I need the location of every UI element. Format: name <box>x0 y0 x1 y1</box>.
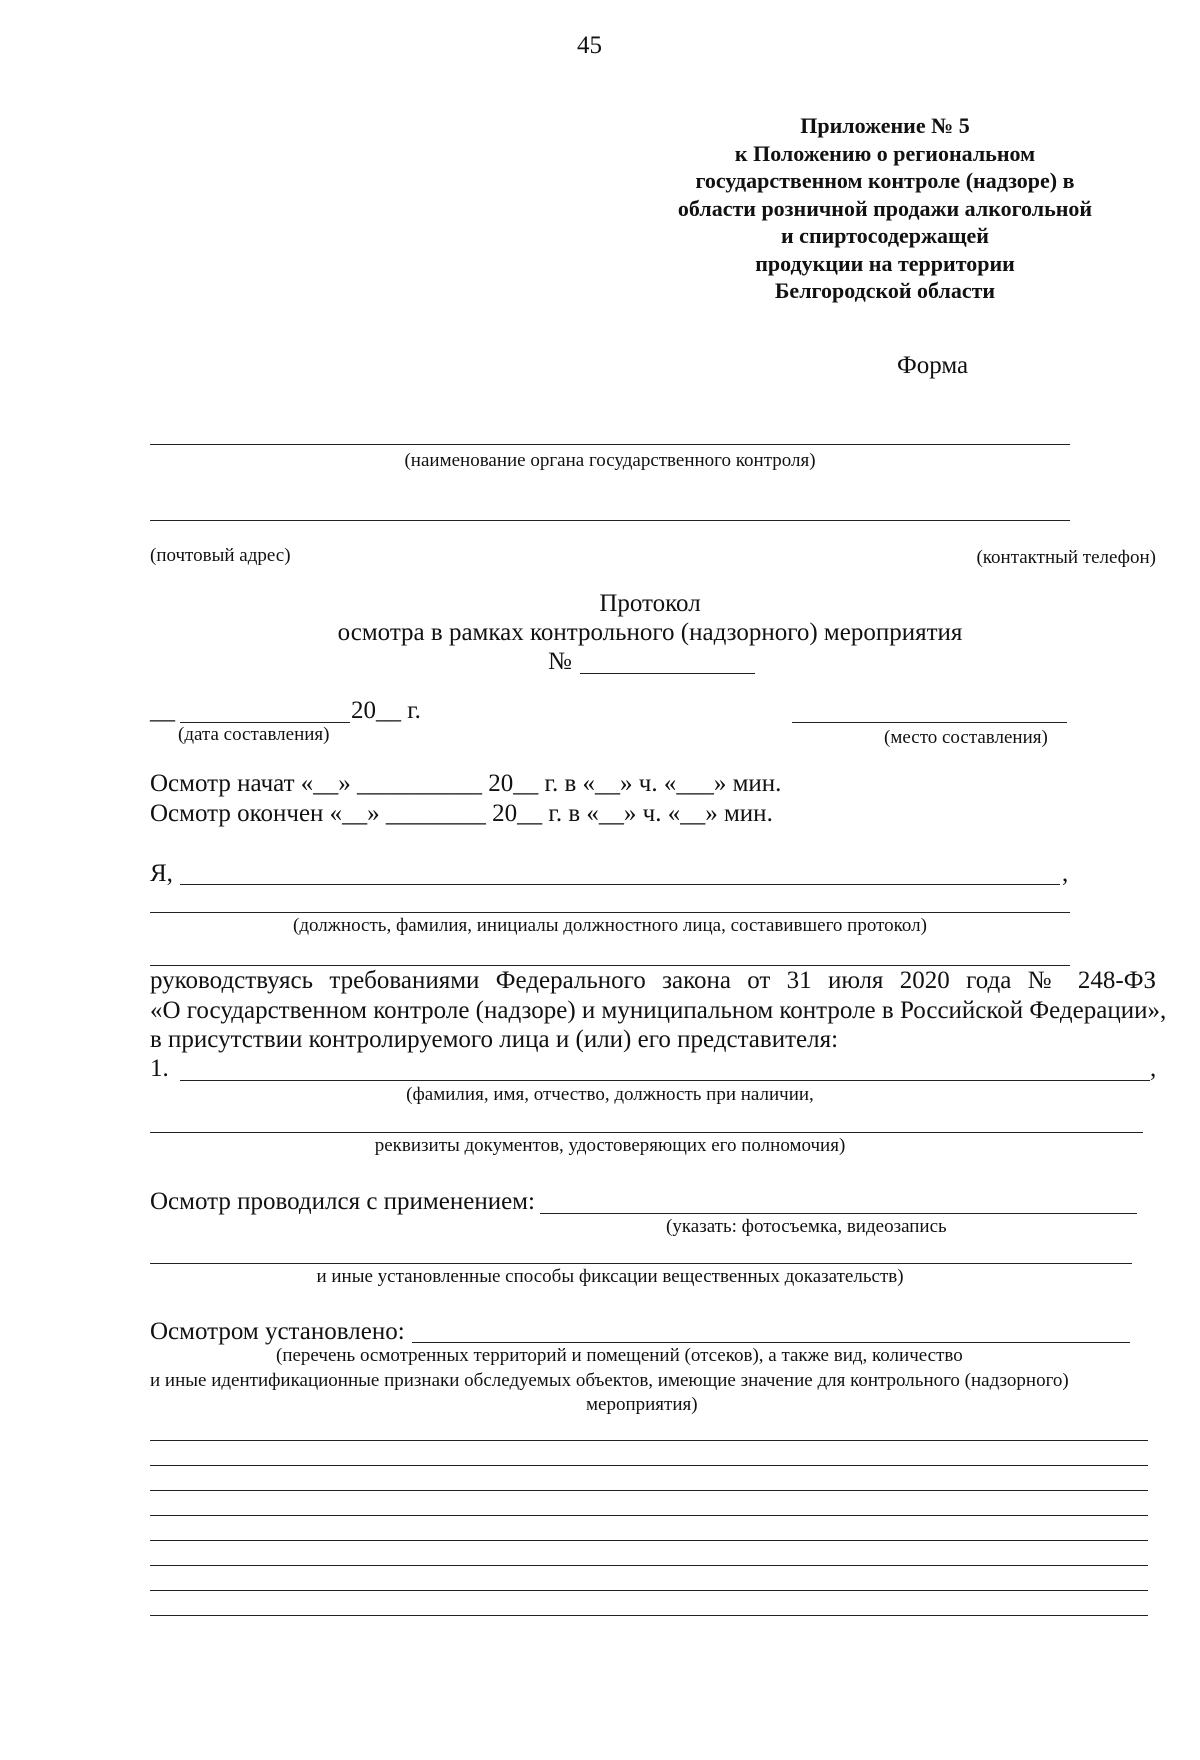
means-line-1[interactable] <box>540 1213 1137 1214</box>
protocol-number-line[interactable] <box>580 673 755 674</box>
appendix-line: Белгородской области <box>774 278 996 303</box>
official-line-1[interactable] <box>180 884 1060 885</box>
official-line-2[interactable] <box>150 912 1070 913</box>
means-label: Осмотр проводился с применением: <box>150 1188 535 1215</box>
official-caption: (должность, фамилия, инициалы должностного лица, составившего протокол) <box>293 915 927 936</box>
person-line-1[interactable] <box>180 1080 1150 1081</box>
official-line-3[interactable] <box>150 965 1070 966</box>
protocol-subtitle: осмотра в рамках контрольного (надзорного) мероприятия <box>337 619 963 646</box>
body-line-1: руководствуясь требованиями Федерального закона от 31 июля 2020 года № 248-ФЗ <box>150 967 1156 994</box>
findings-label: Осмотром установлено: <box>150 1318 405 1345</box>
findings-blank-line[interactable] <box>150 1465 1148 1466</box>
inspection-end: Осмотр окончен «__» ________ 20__ г. в «__» ч. «__» мин. <box>150 800 773 827</box>
address-phone-line[interactable] <box>150 520 1070 521</box>
body-line-3: в присутствии контролируемого лица и (или) его представителя: <box>150 1026 839 1053</box>
means-caption-2: и иные установленные способы фиксации вещественных доказательств) <box>316 1266 904 1287</box>
person-caption-1: (фамилия, имя, отчество, должность при наличии, <box>406 1084 814 1105</box>
authority-line[interactable] <box>150 444 1070 445</box>
date-caption: (дата составления) <box>178 724 330 745</box>
page-number: 45 <box>577 32 602 59</box>
phone-caption: (контактный телефон) <box>976 547 1156 568</box>
protocol-title: Протокол <box>599 590 701 617</box>
findings-line[interactable] <box>412 1342 1130 1343</box>
place-caption: (место составления) <box>884 727 1048 748</box>
findings-caption-2: и иные идентификационные признаки обследуемых объектов, имеющие значение для контрольного (надзорного) <box>150 1370 1069 1391</box>
authority-caption: (наименование органа государственного контроля) <box>404 450 816 471</box>
date-year: 20__ г. <box>351 697 421 724</box>
findings-blank-line[interactable] <box>150 1515 1148 1516</box>
body-line-2: «О государственном контроле (надзоре) и муниципальном контроле в Российской Федерации», <box>150 997 1167 1024</box>
appendix-line: и спиртосодержащей <box>781 223 989 248</box>
protocol-number-label: № <box>548 648 572 675</box>
person-caption-2: реквизиты документов, удостоверяющих его полномочия) <box>374 1135 846 1156</box>
means-caption-1: (указать: фотосъемка, видеозапись <box>666 1216 947 1237</box>
findings-caption-1: (перечень осмотренных территорий и помещений (отсеков), а также вид, количество <box>276 1345 963 1366</box>
findings-blank-line[interactable] <box>150 1540 1148 1541</box>
findings-blank-line[interactable] <box>150 1440 1148 1441</box>
inspection-start: Осмотр начат «__» __________ 20__ г. в «__» ч. «___» мин. <box>150 770 782 797</box>
means-line-2[interactable] <box>150 1263 1132 1264</box>
appendix-line: продукции на территории <box>755 250 1015 276</box>
findings-blank-line[interactable] <box>150 1615 1148 1616</box>
findings-blank-line[interactable] <box>150 1590 1148 1591</box>
appendix-line: области розничной продажи алкогольной <box>677 195 1093 221</box>
appendix-line: к Положению о региональном <box>734 140 1036 166</box>
postal-address-caption: (почтовый адрес) <box>150 545 291 566</box>
appendix-title: Приложение № 5 <box>800 113 970 138</box>
findings-caption-3: мероприятия) <box>586 1394 698 1415</box>
item-1-comma: , <box>1150 1055 1157 1082</box>
item-1-number: 1. <box>150 1055 169 1082</box>
place-line[interactable] <box>792 722 1067 723</box>
appendix-line: государственном контроле (надзоре) в <box>695 168 1075 193</box>
date-month-line[interactable] <box>180 722 350 723</box>
ya-label: Я, <box>150 860 173 887</box>
appendix-header <box>630 112 1140 305</box>
findings-blank-line[interactable] <box>150 1490 1148 1491</box>
form-label: Форма <box>897 352 969 379</box>
date-day-blank: __ <box>150 697 175 724</box>
comma: , <box>1062 860 1069 887</box>
findings-blank-line[interactable] <box>150 1565 1148 1566</box>
person-line-2[interactable] <box>150 1132 1143 1133</box>
